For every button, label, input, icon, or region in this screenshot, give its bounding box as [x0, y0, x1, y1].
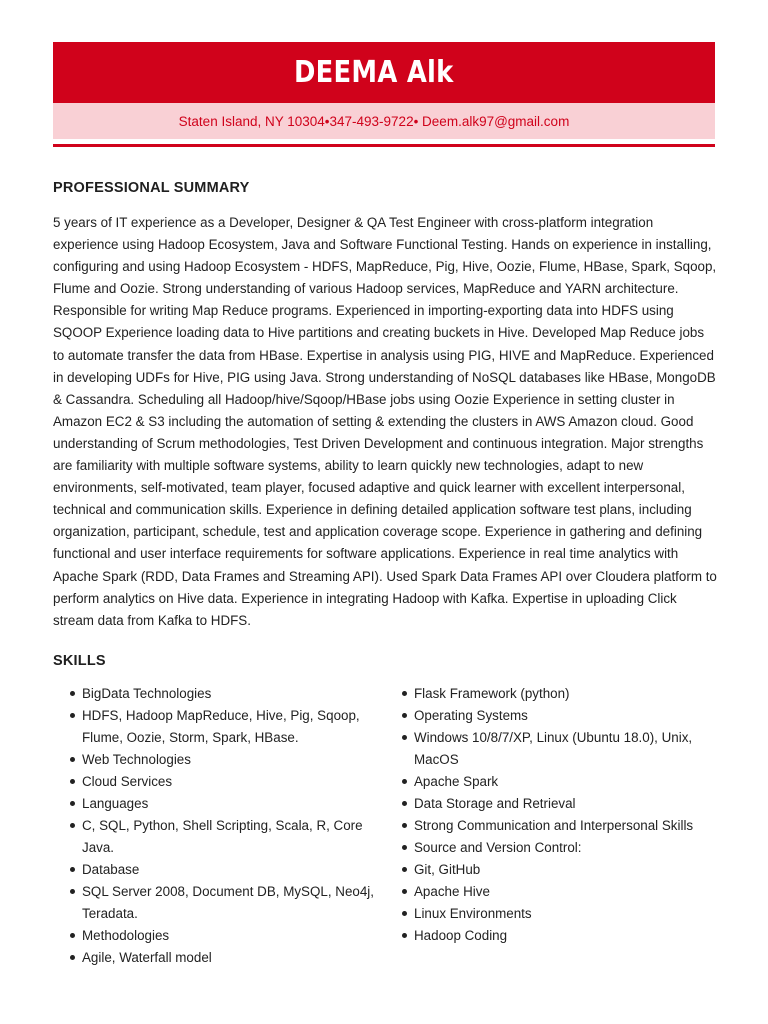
skill-item: SQL Server 2008, Document DB, MySQL, Neo4j, Teradata. [68, 881, 378, 925]
skill-item: Agile, Waterfall model [68, 947, 378, 969]
summary-heading: PROFESSIONAL SUMMARY [53, 180, 250, 196]
skill-item: Hadoop Coding [400, 925, 710, 947]
contact-info: Staten Island, NY 10304•347-493-9722• Deem.alk97@gmail.com [178, 113, 570, 129]
skill-item: Git, GitHub [400, 859, 710, 881]
skill-item: Apache Hive [400, 881, 710, 903]
skill-item: Data Storage and Retrieval [400, 793, 710, 815]
contact-band [53, 103, 715, 139]
skill-item: BigData Technologies [68, 683, 378, 705]
skill-item: Database [68, 859, 378, 881]
skill-item: Methodologies [68, 925, 378, 947]
skills-list-left [68, 683, 378, 969]
skill-item: HDFS, Hadoop MapReduce, Hive, Pig, Sqoop, Flume, Oozie, Storm, Spark, HBase. [68, 705, 378, 749]
skills-list-right [400, 683, 710, 947]
candidate-name: DEEMA Alk [294, 55, 454, 90]
skill-item: Web Technologies [68, 749, 378, 771]
header-divider [53, 144, 715, 147]
summary-text: 5 years of IT experience as a Developer, Designer & QA Test Engineer with cross-platform integration experience using Hadoop Ecosystem, Java and Software Functional Testing. Hands on experience in installing, configuring and using Hadoop Ecosystem - HDFS, MapReduce, Pig, Hive, Oozie, Flume, HBase, Spark, Sqoop, Flume and Oozie. Strong understanding of various Hadoop services, MapReduce and YARN architecture. Responsible for writing Map Reduce programs. Experienced in importing-exporting data into HDFS using SQOOP Experience loading data to Hive partitions and creating buckets in Hive. Developed Map Reduce jobs to automate transfer the data from HBase. Expertise in analysis using PIG, HIVE and MapReduce. Experienced in developing UDFs for Hive, PIG using Java. Strong understanding of NoSQL databases like HBase, MongoDB & Cassandra. Scheduling all Hadoop/hive/Sqoop/HBase jobs using Oozie Experience in setting cluster in Amazon EC2 & S3 including the automation of setting & extending the clusters in AWS Amazon cloud. Good understanding of Scrum methodologies, Test Driven Development and continuous integration. Major strengths are familiarity with multiple software systems, ability to learn quickly new technologies, adapt to new environments, self-motivated, team player, focused adaptive and quick learner with excellent interpersonal, technical and communication skills. Experience in defining detailed application software test plans, including organization, participant, schedule, test and application coverage scope. Experience in gathering and defining functional and user interface requirements for software applications. Experience in real time analytics with Apache Spark (RDD, Data Frames and Streaming API). Used Spark Data Frames API over Cloudera platform to perform analytics on Hive data. Experience in integrating Hadoop with Kafka. Expertise in uploading Click stream data from Kafka to HDFS. [53, 215, 717, 628]
name-banner [53, 42, 715, 103]
skill-item: Cloud Services [68, 771, 378, 793]
skill-item: Languages [68, 793, 378, 815]
skill-item: Apache Spark [400, 771, 710, 793]
skill-item: Source and Version Control: [400, 837, 710, 859]
skills-heading: SKILLS [53, 653, 106, 669]
skill-item: Windows 10/8/7/XP, Linux (Ubuntu 18.0), Unix, MacOS [400, 727, 710, 771]
skill-item: Operating Systems [400, 705, 710, 727]
skill-item: Flask Framework (python) [400, 683, 710, 705]
skill-item: C, SQL, Python, Shell Scripting, Scala, R, Core Java. [68, 815, 378, 859]
skill-item: Strong Communication and Interpersonal Skills [400, 815, 710, 837]
skill-item: Linux Environments [400, 903, 710, 925]
